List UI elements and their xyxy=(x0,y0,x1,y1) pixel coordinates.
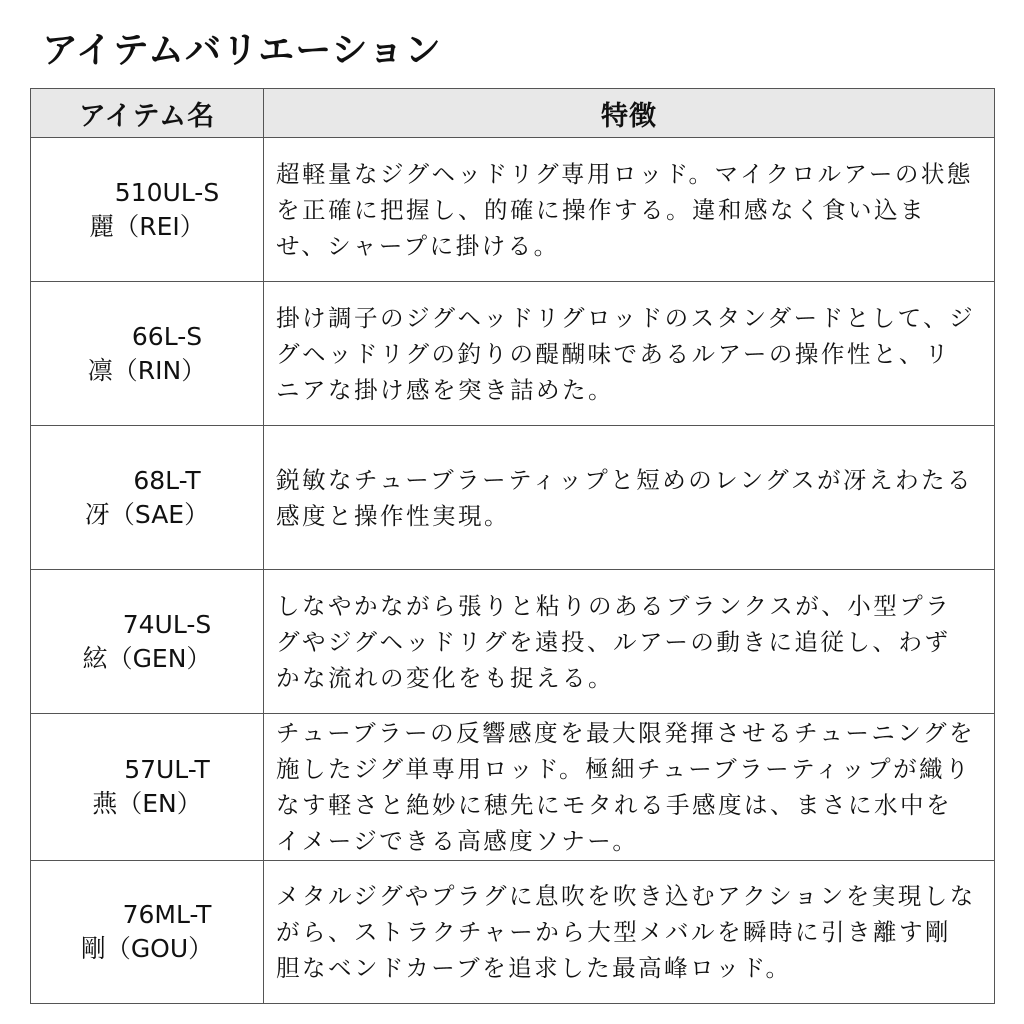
item-model: 66L-S xyxy=(131,321,203,351)
item-feature: メタルジグやプラグに息吹を吹き込むアクションを実現しながら、ストラクチャーから大型メバルを瞬時に引き離す剛胆なベンドカーブを追求した最高峰ロッド。 xyxy=(264,861,995,1004)
item-cell xyxy=(31,138,264,282)
header-item-name: アイテム名 xyxy=(31,89,264,138)
item-cell xyxy=(31,714,264,861)
item-variation-table xyxy=(30,88,995,1004)
item-model: 76ML-T xyxy=(122,900,212,929)
table-row xyxy=(31,570,995,714)
table-row xyxy=(31,282,995,426)
item-cell xyxy=(31,861,264,1004)
table-row xyxy=(31,138,995,282)
page-title: アイテムバリエーション xyxy=(42,30,442,71)
item-cell xyxy=(31,570,264,714)
item-feature: 超軽量なジグヘッドリグ専用ロッド。マイクロルアーの状態を正確に把握し、的確に操作する。違和感なく食い込ませ、シャープに掛ける。 xyxy=(264,138,995,282)
item-cell xyxy=(31,426,264,570)
item-name: 凛（RIN） xyxy=(87,355,207,385)
item-name: 剛（GOU） xyxy=(80,934,214,963)
item-name: 燕（EN） xyxy=(92,789,202,818)
item-feature: 鋭敏なチューブラーティップと短めのレングスが冴えわたる感度と操作性実現。 xyxy=(264,426,995,570)
item-cell xyxy=(31,282,264,426)
item-feature: しなやかながら張りと粘りのあるブランクスが、小型プラグやジグヘッドリグを遠投、ルアーの動きに追従し、わずかな流れの変化をも捉える。 xyxy=(264,570,995,714)
table-row xyxy=(31,426,995,570)
header-feature: 特徴 xyxy=(264,89,995,138)
item-model: 510UL-S xyxy=(114,177,220,207)
item-model: 68L-T xyxy=(133,465,201,495)
item-feature: チューブラーの反響感度を最大限発揮させるチューニングを施したジグ単専用ロッド。極細チューブラーティップが織りなす軽さと絶妙に穂先にモタれる手感度は、まさに水中をイメージできる高感度ソナー。 xyxy=(264,714,995,861)
table-row xyxy=(31,714,995,861)
item-feature: 掛け調子のジグヘッドリグロッドのスタンダードとして、ジグヘッドリグの釣りの醍醐味であるルアーの操作性と、リニアな掛け感を突き詰めた。 xyxy=(264,282,995,426)
item-name: 冴（SAE） xyxy=(84,499,210,529)
item-model: 74UL-S xyxy=(122,609,212,639)
item-model: 57UL-T xyxy=(124,755,210,784)
item-name: 絃（GEN） xyxy=(82,643,212,673)
table-row xyxy=(31,861,995,1004)
item-name: 麗（REI） xyxy=(89,211,205,241)
table-header-row xyxy=(31,89,995,138)
